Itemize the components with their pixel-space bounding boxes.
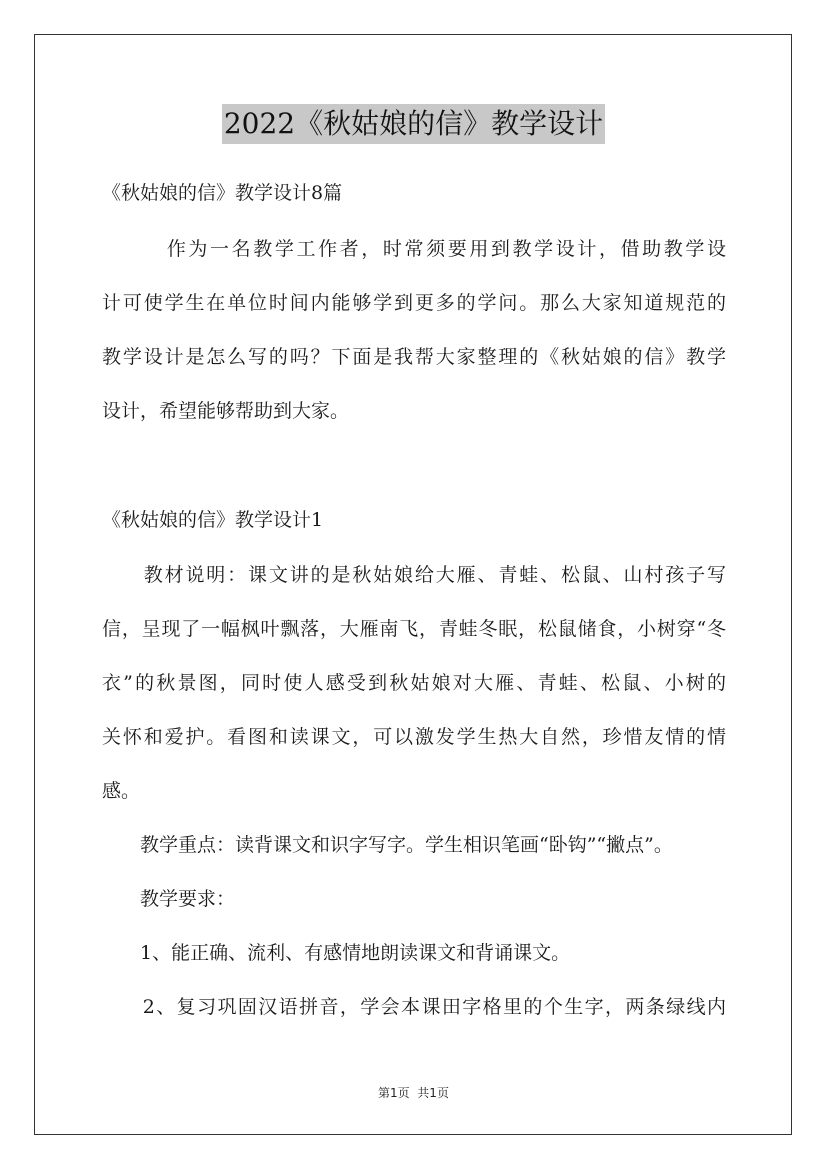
body-line: 教学重点：读背课文和识字写字。学生相识笔画“卧钩”“撇点”。 — [102, 834, 673, 856]
body-line: 感。 — [102, 780, 141, 802]
body-line: 衣”的秋景图，同时使人感受到秋姑娘对大雁、青蛙、松鼠、小树的 — [102, 672, 726, 694]
intro-line: 设计，希望能够帮助到大家。 — [102, 400, 350, 422]
body-line: 教学要求： — [102, 888, 236, 910]
intro-line: 计可使学生在单位时间内能够学到更多的学问。那么大家知道规范的 — [102, 292, 726, 314]
section-heading: 《秋姑娘的信》教学设计1 — [102, 509, 324, 531]
body-line: 信，呈现了一幅枫叶飘落，大雁南飞，青蛙冬眠，松鼠储食，小树穿“冬 — [102, 618, 726, 640]
intro-line: 教学设计是怎么写的吗？下面是我帮大家整理的《秋姑娘的信》教学 — [102, 346, 726, 368]
title-container — [0, 104, 827, 144]
document-title: 2022《秋姑娘的信》教学设计 — [222, 104, 605, 144]
body-line: 1、能正确、流利、有感情地朗读课文和背诵课文。 — [102, 942, 571, 964]
body-line: 教材说明：课文讲的是秋姑娘给大雁、青蛙、松鼠、山村孩子写 — [102, 564, 726, 586]
page-footer: 第1页 共1页 — [378, 1086, 449, 1100]
body-line: 关怀和爱护。看图和读课文，可以激发学生热大自然，珍惜友情的情 — [102, 726, 726, 748]
intro-line: 作为一名教学工作者，时常须要用到教学设计，借助教学设 — [102, 238, 726, 260]
body-line: 2、复习巩固汉语拼音，学会本课田字格里的个生字，两条绿线内 — [102, 996, 726, 1018]
document-subtitle: 《秋姑娘的信》教学设计8篇 — [102, 182, 343, 204]
